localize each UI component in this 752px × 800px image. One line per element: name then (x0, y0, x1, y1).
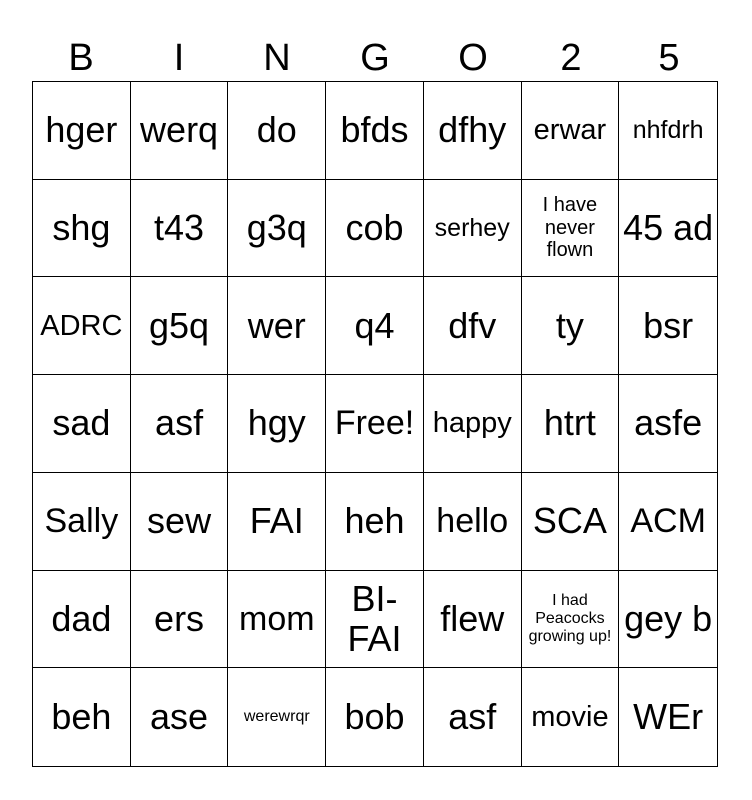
bingo-cell[interactable]: dfhy (424, 82, 522, 180)
bingo-cell[interactable]: FAI (228, 473, 326, 571)
bingo-cell[interactable]: mom (228, 571, 326, 669)
bingo-cell[interactable]: beh (33, 668, 131, 766)
bingo-cell[interactable]: shg (33, 180, 131, 278)
bingo-cell[interactable]: dad (33, 571, 131, 669)
bingo-cell[interactable]: bfds (326, 82, 424, 180)
header-letter-o: O (458, 37, 488, 79)
bingo-cell[interactable]: werq (131, 82, 229, 180)
bingo-cell[interactable]: flew (424, 571, 522, 669)
bingo-cell[interactable]: gey b (619, 571, 717, 669)
header-letter-i: I (173, 37, 185, 79)
bingo-cell[interactable]: bob (326, 668, 424, 766)
bingo-cell[interactable]: wer (228, 277, 326, 375)
bingo-cell[interactable]: happy (424, 375, 522, 473)
bingo-cell[interactable]: ase (131, 668, 229, 766)
bingo-cell[interactable]: 45 ad (619, 180, 717, 278)
bingo-cell[interactable]: sew (131, 473, 229, 571)
bingo-cell[interactable]: Sally (33, 473, 131, 571)
bingo-cell[interactable]: serhey (424, 180, 522, 278)
bingo-cell[interactable]: asf (424, 668, 522, 766)
bingo-board (32, 81, 718, 767)
bingo-cell[interactable]: I have never flown (522, 180, 620, 278)
bingo-cell[interactable]: htrt (522, 375, 620, 473)
bingo-cell[interactable]: dfv (424, 277, 522, 375)
bingo-cell[interactable]: ACM (619, 473, 717, 571)
free-space-cell[interactable]: Free! (326, 375, 424, 473)
bingo-cell[interactable]: g5q (131, 277, 229, 375)
bingo-cell[interactable]: t43 (131, 180, 229, 278)
header-letter-2: 2 (560, 37, 582, 79)
bingo-cell[interactable]: nhfdrh (619, 82, 717, 180)
bingo-cell[interactable]: heh (326, 473, 424, 571)
header-letter-5: 5 (658, 37, 680, 79)
bingo-cell[interactable]: WEr (633, 695, 704, 737)
bingo-cell[interactable]: asfe (619, 375, 717, 473)
bingo-cell[interactable]: movie (522, 668, 620, 766)
bingo-cell[interactable]: g3q (228, 180, 326, 278)
bingo-cell[interactable]: I had Peacocks growing up! (522, 571, 620, 669)
bingo-cell[interactable]: q4 (326, 277, 424, 375)
header-letter-n: N (263, 37, 291, 79)
bingo-cell[interactable]: ers (131, 571, 229, 669)
bingo-cell[interactable]: ty (522, 277, 620, 375)
bingo-cell[interactable]: BI-FAI (326, 571, 424, 669)
bingo-cell[interactable]: sad (33, 375, 131, 473)
bingo-cell[interactable]: ADRC (33, 277, 131, 375)
bingo-cell[interactable]: do (228, 82, 326, 180)
bingo-cell[interactable]: bsr (619, 277, 717, 375)
bingo-cell[interactable]: hger (33, 82, 131, 180)
header-letter-b: B (68, 37, 94, 79)
bingo-cell[interactable]: SCA (522, 473, 620, 571)
bingo-cell[interactable]: werewrqr (228, 668, 326, 766)
bingo-cell[interactable]: asf (131, 375, 229, 473)
header-letter-g: G (360, 37, 390, 79)
bingo-header (32, 34, 718, 82)
bingo-cell[interactable]: hgy (228, 375, 326, 473)
bingo-cell[interactable]: hello (424, 473, 522, 571)
bingo-cell[interactable]: erwar (522, 82, 620, 180)
bingo-cell[interactable]: cob (326, 180, 424, 278)
